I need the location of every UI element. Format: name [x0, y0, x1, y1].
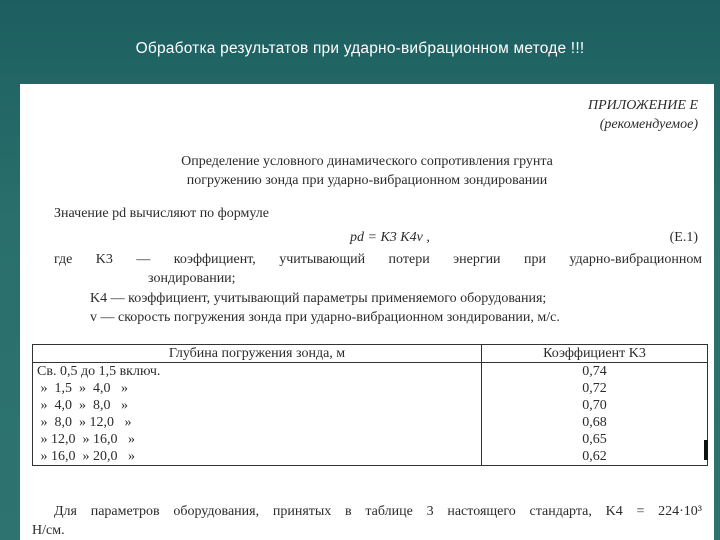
depth-cell: » 4,0 » 8,0 » — [33, 397, 482, 414]
k4-definition: K4 — коэффициент, учитывающий параметры применяемого оборудования; — [90, 291, 547, 306]
formula-number: (Е.1) — [669, 230, 698, 245]
table-row — [33, 380, 708, 397]
where-k3-continuation: зондировании; — [148, 271, 236, 286]
table-header-coefficient: Коэффициент K3 — [482, 345, 708, 363]
appendix-label: ПРИЛОЖЕНИЕ Е — [587, 98, 698, 113]
footer-text-line-1: Для параметров оборудования, принятых в таблице 3 настоящего стандарта, K4 = 224·10³ — [54, 504, 702, 519]
footer-text-line-2: Н/см. — [32, 523, 65, 538]
appendix-note: (рекомендуемое) — [599, 117, 698, 132]
table-row — [33, 414, 708, 431]
heading-line-1: Определение условного динамического сопротивления грунта — [181, 154, 553, 169]
edge-mark — [704, 440, 708, 460]
coef-cell: 0,68 — [482, 414, 708, 431]
coef-cell: 0,70 — [482, 397, 708, 414]
coefficient-table — [32, 344, 708, 466]
where-k3-line: где K3 — коэффициент, учитывающий потери энергии при ударно-вибрационном — [54, 252, 702, 267]
table-row — [33, 431, 708, 448]
coef-cell: 0,72 — [482, 380, 708, 397]
depth-cell: » 12,0 » 16,0 » — [33, 431, 482, 448]
depth-cell: » 1,5 » 4,0 » — [33, 380, 482, 397]
section-heading — [20, 152, 714, 190]
intro-text: Значение pd вычисляют по формуле — [54, 206, 269, 221]
depth-cell: Св. 0,5 до 1,5 включ. — [33, 363, 482, 381]
table-row — [33, 363, 708, 381]
depth-cell: » 8,0 » 12,0 » — [33, 414, 482, 431]
table-row — [33, 448, 708, 466]
depth-cell: » 16,0 » 20,0 » — [33, 448, 482, 466]
coef-cell: 0,74 — [482, 363, 708, 381]
slide-title: Обработка результатов при ударно-вибрационном методе !!! — [135, 40, 585, 57]
heading-line-2: погружению зонда при ударно-вибрационном зондировании — [186, 173, 548, 188]
table-header-depth: Глубина погружения зонда, м — [33, 345, 482, 363]
scanned-document — [20, 84, 714, 540]
formula: pd = K3 K4v , — [350, 230, 430, 245]
v-definition: v — скорость погружения зонда при ударно-вибрационном зондировании, м/с. — [90, 310, 560, 325]
coef-cell: 0,65 — [482, 431, 708, 448]
table-row — [33, 397, 708, 414]
appendix-header — [588, 96, 698, 134]
coef-cell: 0,62 — [482, 448, 708, 466]
